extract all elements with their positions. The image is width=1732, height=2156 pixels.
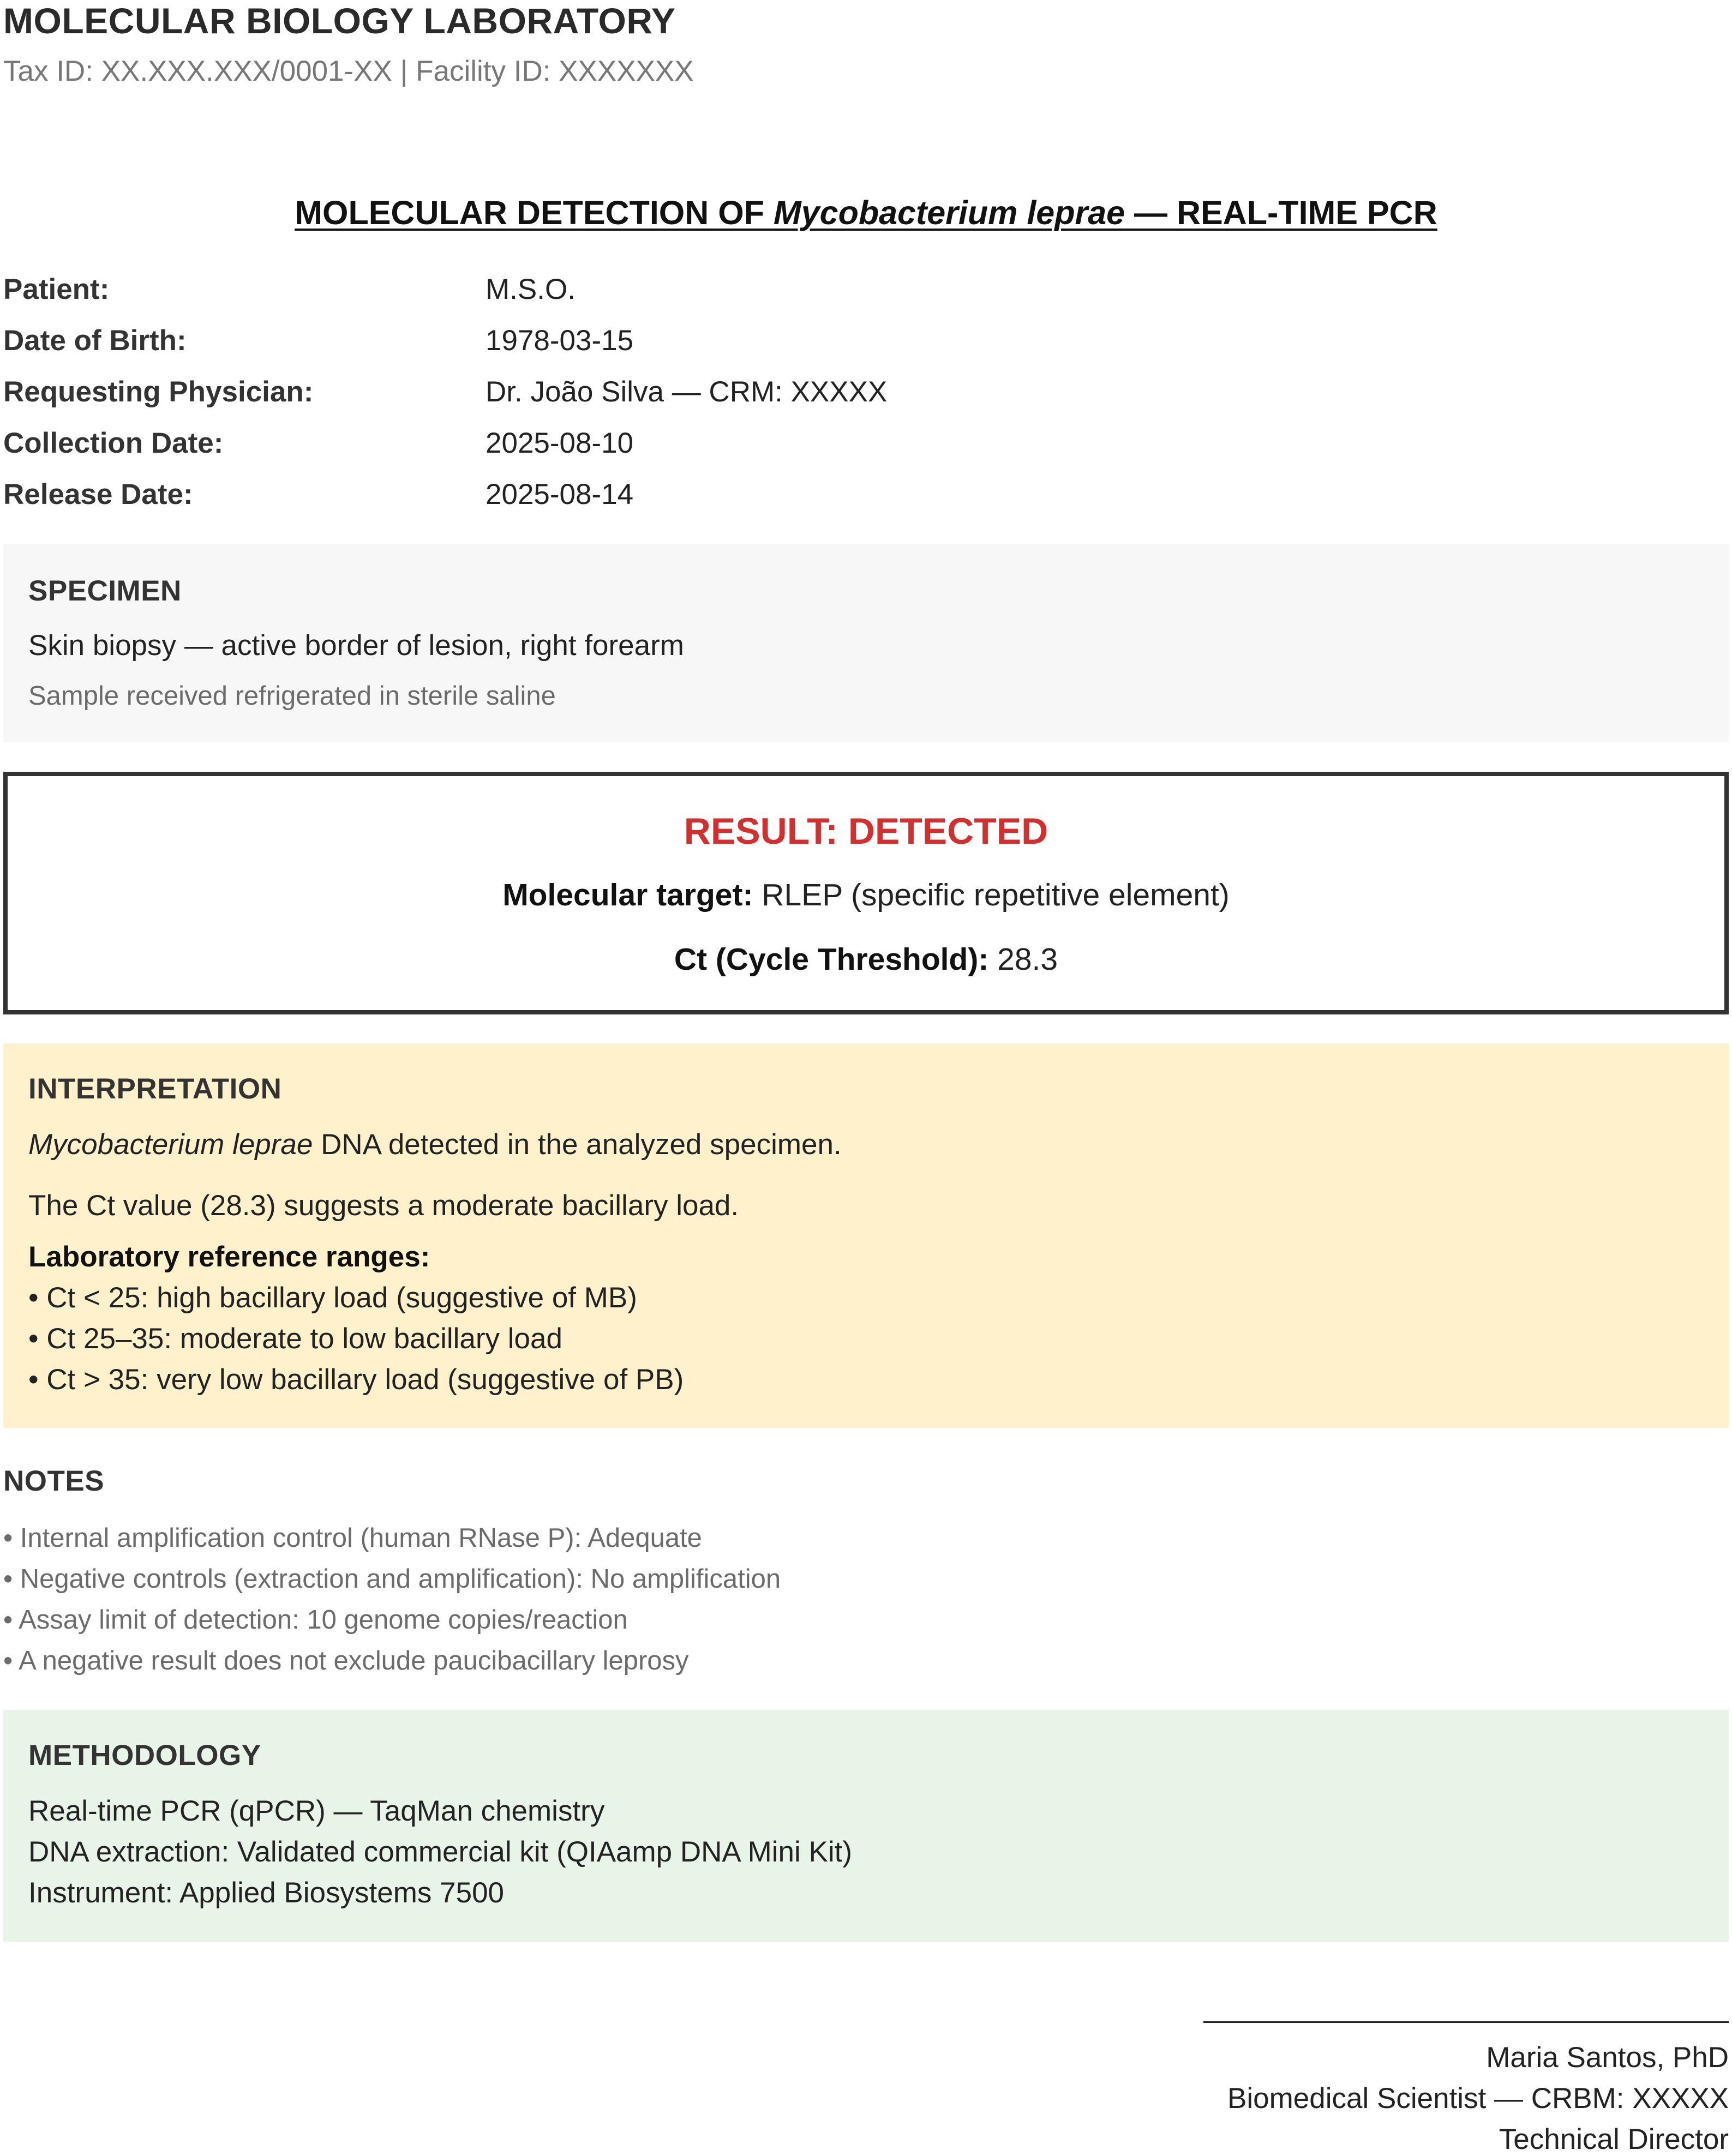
ct-value: 28.3 [988,942,1058,977]
lab-identifiers: Tax ID: XX.XXX.XXX/0001-XX | Facility ID: XXXXXXX [3,55,694,87]
release-date-label: Release Date: [3,478,193,511]
specimen-note: Sample received refrigerated in sterile saline [28,681,556,711]
result-status: RESULT: DETECTED [684,810,1048,852]
ct-value-row [8,941,1724,977]
signature-line [1203,2021,1729,2023]
note-item: • Assay limit of detection: 10 genome copies/reaction [3,1605,628,1635]
methodology-line: Instrument: Applied Biosystems 7500 [28,1877,505,1909]
specimen-title: SPECIMEN [28,575,182,607]
collection-date-label: Collection Date: [3,427,224,459]
result-section [3,772,1729,1014]
dob-label: Date of Birth: [3,325,187,357]
interpretation-section [3,1043,1729,1428]
methodology-title: METHODOLOGY [28,1739,261,1771]
collection-date-value: 2025-08-10 [486,427,634,459]
interpretation-line-2: The Ct value (28.3) suggests a moderate bacillary load. [28,1190,739,1222]
note-item: • A negative result does not exclude paucibacillary leprosy [3,1646,689,1675]
specimen-description: Skin biopsy — active border of lesion, right forearm [28,629,684,662]
dob-value: 1978-03-15 [486,325,634,357]
report-title-organism: Mycobacterium leprae [773,194,1125,231]
interpretation-title: INTERPRETATION [28,1073,282,1105]
note-item: • Internal amplification control (human RNase P): Adequate [3,1523,702,1553]
interpretation-line-1 [28,1128,842,1161]
report-title-prefix: MOLECULAR DETECTION OF [295,194,774,231]
reference-ranges-title: Laboratory reference ranges: [28,1241,430,1273]
molecular-target-value: RLEP (specific repetitive element) [753,878,1230,912]
patient-value: M.S.O. [486,273,576,305]
molecular-target-label: Molecular target: [502,878,753,912]
signatory-role: Technical Director [1499,2123,1729,2155]
note-item: • Negative controls (extraction and amplification): No amplification [3,1564,781,1594]
reference-range-item: • Ct < 25: high bacillary load (suggestive of MB) [28,1282,637,1314]
patient-label: Patient: [3,273,110,305]
report-title [0,194,1732,232]
lab-name: MOLECULAR BIOLOGY LABORATORY [3,1,676,41]
physician-value: Dr. João Silva — CRM: XXXXX [486,376,888,408]
ct-label: Ct (Cycle Threshold): [674,942,989,977]
methodology-line: DNA extraction: Validated commercial kit (QIAamp DNA Mini Kit) [28,1836,852,1868]
report-title-suffix: — REAL-TIME PCR [1125,194,1437,231]
release-date-value: 2025-08-14 [486,478,634,511]
molecular-target [8,877,1724,913]
notes-title: NOTES [3,1465,105,1497]
reference-range-item: • Ct 25–35: moderate to low bacillary load [28,1323,562,1355]
interpretation-organism: Mycobacterium leprae [28,1128,313,1161]
reference-range-item: • Ct > 35: very low bacillary load (suggestive of PB) [28,1364,684,1396]
methodology-line: Real-time PCR (qPCR) — TaqMan chemistry [28,1795,605,1827]
signatory-name: Maria Santos, PhD [1486,2041,1729,2074]
specimen-section [3,544,1729,742]
signatory-credential: Biomedical Scientist — CRBM: XXXXX [1227,2082,1729,2115]
methodology-section [3,1710,1729,1942]
physician-label: Requesting Physician: [3,376,314,408]
interpretation-line-1-text: DNA detected in the analyzed specimen. [313,1128,842,1161]
